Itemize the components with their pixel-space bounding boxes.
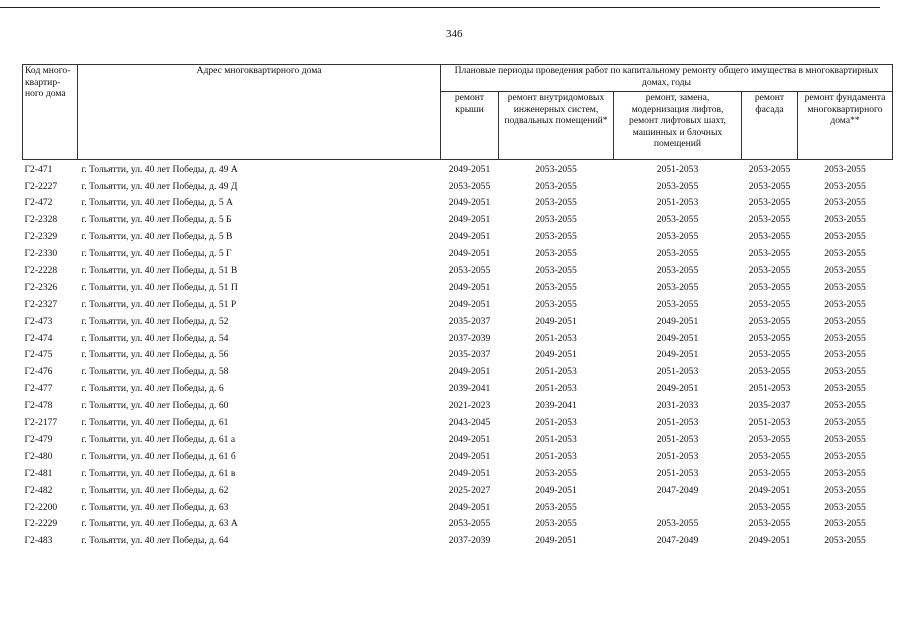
cell-engineering-systems: 2053-2055 [535,298,577,310]
cell-foundation: 2053-2055 [824,281,866,293]
cell-address: г. Тольятти, ул. 40 лет Победы, д. 5 А [81,197,233,209]
cell-code: Г2-480 [24,450,53,462]
cell-address: г. Тольятти, ул. 40 лет Победы, д. 52 [81,315,229,327]
cell-facade: 2051-2053 [748,383,791,395]
cell-engineering-systems: 2053-2055 [535,265,577,277]
cell-foundation: 2053-2055 [824,417,866,429]
cell-elevators: 2053-2055 [656,265,699,277]
cell-foundation: 2053-2055 [824,535,866,547]
cell-roof: 2049-2051 [448,467,491,479]
cell-roof: 2053-2055 [448,265,491,277]
table-row [23,178,893,195]
cell-roof: 2049-2051 [448,197,491,209]
cell-code: Г2-2328 [24,214,58,226]
cell-roof: 2049-2051 [448,214,491,226]
table-row [23,533,893,550]
cell-foundation: 2053-2055 [824,518,866,530]
cell-code: Г2-478 [24,400,53,412]
cell-code: Г2-2330 [24,248,58,260]
cell-roof: 2053-2055 [448,518,491,530]
cell-foundation: 2053-2055 [824,349,866,361]
cell-address: г. Тольятти, ул. 40 лет Победы, д. 62 [81,484,229,496]
cell-foundation: 2053-2055 [824,248,866,260]
cell-facade: 2053-2055 [748,163,791,175]
cell-roof: 2049-2051 [448,231,491,243]
cell-address: г. Тольятти, ул. 40 лет Победы, д. 58 [81,366,229,378]
cell-elevators: 2051-2053 [656,467,699,479]
cell-address: г. Тольятти, ул. 40 лет Победы, д. 54 [81,332,229,344]
cell-code: Г2-2329 [24,231,58,243]
cell-facade: 2053-2055 [748,501,791,513]
cell-foundation: 2053-2055 [824,163,866,175]
cell-elevators: 2049-2051 [656,315,699,327]
cell-roof: 2035-2037 [448,349,491,361]
cell-engineering-systems: 2053-2055 [535,518,577,530]
cell-foundation: 2053-2055 [824,400,866,412]
cell-foundation: 2053-2055 [824,501,866,513]
cell-foundation: 2053-2055 [824,332,866,344]
cell-roof: 2021-2023 [448,400,491,412]
cell-facade: 2053-2055 [748,281,791,293]
cell-engineering-systems: 2053-2055 [535,467,577,479]
cell-foundation: 2053-2055 [824,484,866,496]
cell-engineering-systems: 2053-2055 [535,163,577,175]
header-periods-group: Плановые периоды проведения работ по капитальному ремонту общего имущества в многоквартирных домах, годы [441,65,893,92]
cell-code: Г2-474 [24,332,53,344]
table-row [23,262,893,279]
cell-engineering-systems: 2053-2055 [535,231,577,243]
cell-elevators: 2053-2055 [656,180,699,192]
cell-facade: 2053-2055 [748,450,791,462]
cell-roof: 2049-2051 [448,433,491,445]
cell-engineering-systems: 2053-2055 [535,248,577,260]
cell-roof: 2025-2027 [448,484,491,496]
cell-code: Г2-2229 [24,518,58,530]
table-row [23,364,893,381]
cell-address: г. Тольятти, ул. 40 лет Победы, д. 6 [81,383,224,395]
cell-facade: 2035-2037 [748,400,791,412]
cell-foundation: 2053-2055 [824,450,866,462]
cell-roof: 2043-2045 [448,417,491,429]
cell-engineering-systems: 2051-2053 [535,366,577,378]
cell-code: Г2-483 [24,535,53,547]
cell-address: г. Тольятти, ул. 40 лет Победы, д. 51 Р [81,298,237,310]
cell-address: г. Тольятти, ул. 40 лет Победы, д. 5 Б [81,214,232,226]
cell-elevators: 2051-2053 [656,417,699,429]
cell-code: Г2-2227 [24,180,58,192]
cell-elevators: 2053-2055 [656,518,699,530]
cell-roof: 2037-2039 [448,332,491,344]
page-number: 346 [446,28,463,40]
cell-elevators: 2031-2033 [656,400,699,412]
cell-code: Г2-473 [24,315,53,327]
cell-foundation: 2053-2055 [824,231,866,243]
cell-engineering-systems: 2051-2053 [535,383,577,395]
table-row [23,212,893,229]
header-roof: ремонт крыши [441,92,499,160]
cell-elevators: 2051-2053 [656,366,699,378]
cell-engineering-systems: 2053-2055 [535,214,577,226]
table-row [23,381,893,398]
cell-facade: 2053-2055 [748,197,791,209]
cell-facade: 2053-2055 [748,214,791,226]
cell-roof: 2049-2051 [448,501,491,513]
cell-engineering-systems: 2051-2053 [535,417,577,429]
cell-address: г. Тольятти, ул. 40 лет Победы, д. 61 б [81,450,236,462]
cell-facade: 2053-2055 [748,180,791,192]
cell-facade: 2053-2055 [748,231,791,243]
table-row [23,229,893,246]
cell-address: г. Тольятти, ул. 40 лет Победы, д. 56 [81,349,229,361]
cell-facade: 2051-2053 [748,417,791,429]
cell-elevators: 2049-2051 [656,383,699,395]
cell-elevators: 2053-2055 [656,281,699,293]
cell-foundation: 2053-2055 [824,315,866,327]
table-row [23,296,893,313]
cell-address: г. Тольятти, ул. 40 лет Победы, д. 63 А [81,518,238,530]
table-row [23,465,893,482]
cell-code: Г2-2228 [24,265,58,277]
cell-facade: 2053-2055 [748,433,791,445]
cell-engineering-systems: 2049-2051 [535,535,577,547]
table-row [23,448,893,465]
table-row [23,279,893,296]
cell-elevators: 2049-2051 [656,332,699,344]
table-row [23,431,893,448]
cell-engineering-systems: 2053-2055 [535,281,577,293]
cell-code: Г2-2326 [24,281,58,293]
cell-engineering-systems: 2051-2053 [535,450,577,462]
table-row [23,313,893,330]
table-row [23,499,893,516]
cell-roof: 2049-2051 [448,281,491,293]
cell-elevators: 2053-2055 [656,298,699,310]
cell-foundation: 2053-2055 [824,383,866,395]
cell-facade: 2053-2055 [748,332,791,344]
cell-foundation: 2053-2055 [824,180,866,192]
cell-address: г. Тольятти, ул. 40 лет Победы, д. 5 Г [81,248,232,260]
cell-roof: 2049-2051 [448,163,491,175]
table-row [23,330,893,347]
cell-facade: 2053-2055 [748,298,791,310]
table-row [23,482,893,499]
cell-address: г. Тольятти, ул. 40 лет Победы, д. 61 в [81,467,236,479]
cell-address: г. Тольятти, ул. 40 лет Победы, д. 60 [81,400,229,412]
cell-foundation: 2053-2055 [824,214,866,226]
cell-elevators [614,499,742,516]
cell-facade: 2053-2055 [748,265,791,277]
cell-address: г. Тольятти, ул. 40 лет Победы, д. 61 а [81,433,236,445]
cell-foundation: 2053-2055 [824,265,866,277]
table-row [23,414,893,431]
cell-facade: 2049-2051 [748,484,791,496]
cell-roof: 2049-2051 [448,450,491,462]
cell-facade: 2049-2051 [748,535,791,547]
table-row [23,160,893,178]
cell-code: Г2-479 [24,433,53,445]
table-row [23,347,893,364]
cell-engineering-systems: 2051-2053 [535,433,577,445]
header-facade: ремонт фасада [742,92,798,160]
cell-address: г. Тольятти, ул. 40 лет Победы, д. 51 П [81,281,238,293]
cell-roof: 2035-2037 [448,315,491,327]
cell-code: Г2-2200 [24,501,58,513]
cell-engineering-systems: 2053-2055 [535,180,577,192]
cell-elevators: 2047-2049 [656,535,699,547]
cell-facade: 2053-2055 [748,349,791,361]
cell-roof: 2053-2055 [448,180,491,192]
cell-foundation: 2053-2055 [824,467,866,479]
cell-facade: 2053-2055 [748,248,791,260]
cell-elevators: 2053-2055 [656,214,699,226]
cell-code: Г2-477 [24,383,53,395]
cell-elevators: 2051-2053 [656,197,699,209]
cell-code: Г2-472 [24,197,53,209]
cell-address: г. Тольятти, ул. 40 лет Победы, д. 5 В [81,231,233,243]
cell-elevators: 2047-2049 [656,484,699,496]
cell-roof: 2049-2051 [448,248,491,260]
cell-roof: 2049-2051 [448,298,491,310]
header-elevators: ремонт, замена, модернизация лифтов, ремонт лифтовых шахт, машинных и блочных помещений [614,92,742,160]
cell-engineering-systems: 2049-2051 [535,484,577,496]
cell-elevators: 2051-2053 [656,450,699,462]
cell-code: Г2-481 [24,467,53,479]
cell-roof: 2039-2041 [448,383,491,395]
cell-address: г. Тольятти, ул. 40 лет Победы, д. 61 [81,417,229,429]
cell-address: г. Тольятти, ул. 40 лет Победы, д. 63 [81,501,229,513]
cell-foundation: 2053-2055 [824,197,866,209]
cell-elevators: 2051-2053 [656,163,699,175]
cell-facade: 2053-2055 [748,518,791,530]
cell-engineering-systems: 2049-2051 [535,349,577,361]
cell-roof: 2037-2039 [448,535,491,547]
table-row [23,516,893,533]
cell-engineering-systems: 2051-2053 [535,332,577,344]
cell-engineering-systems: 2053-2055 [535,197,577,209]
top-rule [0,7,880,8]
cell-address: г. Тольятти, ул. 40 лет Победы, д. 49 Д [81,180,238,192]
cell-code: Г2-475 [24,349,53,361]
cell-facade: 2053-2055 [748,467,791,479]
cell-elevators: 2051-2053 [656,433,699,445]
cell-code: Г2-482 [24,484,53,496]
cell-code: Г2-2177 [24,417,58,429]
repair-schedule-table [22,64,893,549]
cell-facade: 2053-2055 [748,366,791,378]
header-address: Адрес многоквартирного дома [78,65,441,160]
header-code: Код много-квартир-ного дома [23,65,78,160]
cell-foundation: 2053-2055 [824,366,866,378]
cell-address: г. Тольятти, ул. 40 лет Победы, д. 51 В [81,265,238,277]
cell-engineering-systems: 2039-2041 [535,400,577,412]
cell-code: Г2-471 [24,163,53,175]
table-row [23,397,893,414]
cell-code: Г2-2327 [24,298,58,310]
cell-elevators: 2049-2051 [656,349,699,361]
header-engineering-systems: ремонт внутридомовых инженерных систем, подвальных помещений* [499,92,614,160]
cell-elevators: 2053-2055 [656,248,699,260]
cell-foundation: 2053-2055 [824,298,866,310]
table-body [23,160,893,550]
cell-roof: 2049-2051 [448,366,491,378]
cell-address: г. Тольятти, ул. 40 лет Победы, д. 64 [81,535,229,547]
cell-facade: 2053-2055 [748,315,791,327]
table-row [23,195,893,212]
cell-address: г. Тольятти, ул. 40 лет Победы, д. 49 А [81,163,238,175]
header-foundation: ремонт фундамента многоквартирного дома** [798,92,893,160]
cell-foundation: 2053-2055 [824,433,866,445]
cell-elevators: 2053-2055 [656,231,699,243]
table-row [23,245,893,262]
cell-code: Г2-476 [24,366,53,378]
cell-engineering-systems: 2049-2051 [535,315,577,327]
cell-engineering-systems: 2053-2055 [535,501,577,513]
